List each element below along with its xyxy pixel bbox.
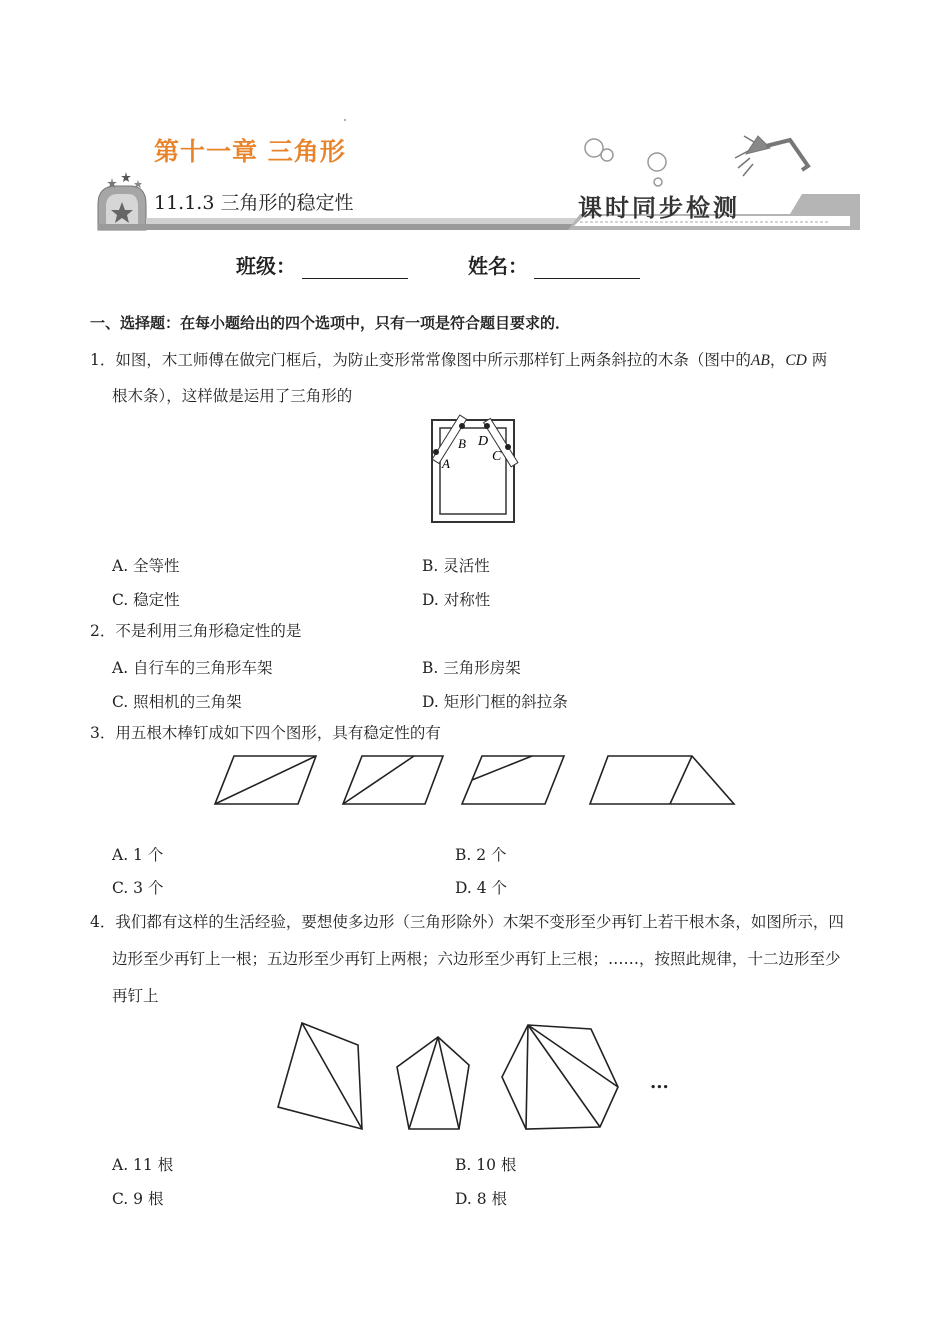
q1-option-a[interactable]: A. 全等性: [112, 557, 180, 575]
q2-text: 2．不是利用三角形稳定性的是: [90, 622, 302, 640]
chapter-title: 第十一章 三角形: [154, 137, 346, 166]
q4-option-b[interactable]: B. 10 根: [455, 1156, 517, 1174]
q4-ellipsis: ...: [650, 1072, 669, 1093]
q3-shape-1: [215, 756, 316, 804]
class-field: [236, 250, 408, 279]
class-blank[interactable]: [302, 260, 408, 279]
q3-parallelograms-figure: [210, 752, 740, 810]
q1-door-frame-figure: [420, 412, 530, 527]
q4-option-d[interactable]: D. 8 根: [455, 1190, 508, 1208]
q1-text: 1．如图，木工师傅在做完门框后，为防止变形常常像图中所示那样钉上两条斜拉的木条（图中的: [90, 351, 751, 369]
lamp-icon: [735, 136, 808, 176]
name-blank[interactable]: [534, 260, 640, 279]
q3-text: 3．用五根木棒钉成如下四个图形，具有稳定性的有: [90, 724, 441, 742]
tagline: 课时同步检测: [578, 193, 740, 222]
q4-option-c[interactable]: C. 9 根: [112, 1190, 164, 1208]
q3-option-b[interactable]: B. 2 个: [455, 846, 507, 864]
section-title: 11.1.3 三角形的稳定性: [154, 192, 354, 214]
q1-ab: AB: [750, 352, 770, 369]
q3-shape-4: [590, 756, 734, 804]
q4-quadrilateral: [278, 1023, 362, 1129]
q1-option-c[interactable]: C. 稳定性: [112, 591, 180, 609]
q3-option-c[interactable]: C. 3 个: [112, 879, 164, 897]
q1-option-b[interactable]: B. 灵活性: [422, 557, 490, 575]
q4-hexagon: [502, 1025, 618, 1129]
q2-option-a[interactable]: A. 自行车的三角形车架: [112, 659, 273, 677]
q1-comma: ，: [769, 351, 786, 369]
name-label: 姓名：: [468, 254, 528, 278]
q3-option-d[interactable]: D. 4 个: [455, 879, 508, 897]
q4-line1: 4．我们都有这样的生活经验，要想使多边形（三角形除外）木架不变形至少再钉上若干根木条，如图所示，四: [90, 913, 844, 931]
q4-line3: 再钉上: [112, 987, 159, 1005]
q1-option-d[interactable]: D. 对称性: [422, 591, 491, 609]
q2-option-c[interactable]: C. 照相机的三角架: [112, 693, 242, 711]
q4-option-a[interactable]: A. 11 根: [112, 1156, 174, 1174]
label-b: B: [458, 436, 466, 451]
label-a: A: [442, 456, 450, 471]
q1-two: 两: [806, 351, 828, 369]
q2-option-b[interactable]: B. 三角形房架: [422, 659, 521, 677]
q3-shape-3: [462, 756, 564, 804]
part1-heading: 一、选择题：在每小题给出的四个选项中，只有一项是符合题目要求的．: [90, 314, 571, 332]
q1-line2: 根木条），这样做是运用了三角形的: [112, 387, 353, 405]
q3-option-a[interactable]: A. 1 个: [112, 846, 164, 864]
q4-line2: 边形至少再钉上一根；五边形至少再钉上两根；六边形至少再钉上三根；……，按照此规律，十二边形至少: [112, 950, 841, 968]
label-d: D: [478, 434, 489, 449]
q3-shape-2: [343, 756, 443, 804]
q2-option-d[interactable]: D. 矩形门框的斜拉条: [422, 693, 568, 711]
q1-line1: [90, 343, 827, 378]
q4-pentagon: [397, 1037, 469, 1129]
name-field: [468, 250, 640, 279]
star-badge-icon: [98, 172, 146, 230]
class-label: 班级：: [236, 254, 296, 278]
q1-cd: CD: [785, 352, 807, 369]
label-c: C: [492, 449, 502, 464]
q4-polygons-figure: [270, 1015, 680, 1140]
